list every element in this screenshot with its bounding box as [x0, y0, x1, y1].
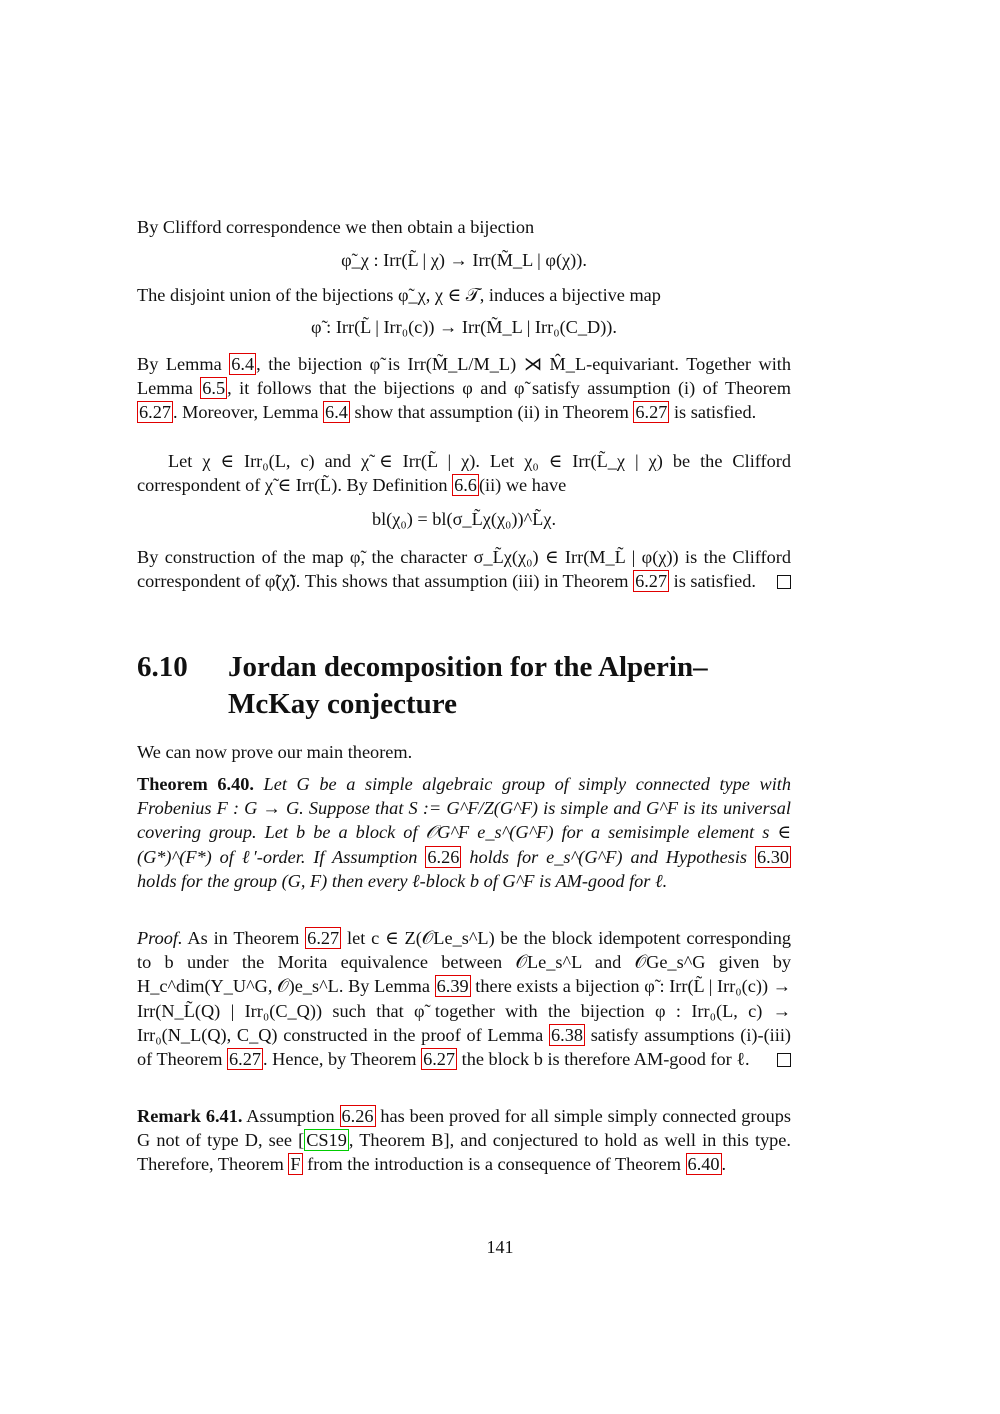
ref-lemma-6-39[interactable]: 6.39: [436, 976, 469, 997]
ref-theorem-6-27[interactable]: 6.27: [307, 928, 340, 948]
paragraph-lemma-equivariant: By Lemma 6.4 , the bijection φ̃ is Irr(M̃_L/M_L) ⋊ M̂_L-equivariant. Together with Lemma 6.5 , it follows that the bijections φ and φ̃ satisfy assumption (i) of Theorem 6.27 . Moreover, Lemma 6.4 show that assumption (ii) in Theorem 6.27 is satisfied.: [137, 354, 791, 423]
qed-box: [777, 1053, 791, 1067]
section-number: 6.10: [137, 651, 188, 683]
paragraph-construction: By construction of the map φ̃, the character σ_L̃χ(χ₀) ∈ Irr(M_L̃ | φ(χ)) is the Clifford correspondent of φ̃(χ̃). This shows that assumption (iii) in Theorem 6.27 is satisfied.: [137, 547, 791, 592]
paragraph-main-theorem-intro: We can now prove our main theorem.: [137, 742, 413, 762]
paragraph-clifford: By Clifford correspondence we then obtain a bijection: [137, 217, 535, 237]
ref-theorem-6-40[interactable]: 6.40: [687, 1154, 720, 1175]
ref-lemma-6-38[interactable]: 6.38: [550, 1024, 583, 1045]
remark-6-41: Remark 6.41. Assumption 6.26 has been proved for all simple simply connected groups G not of type D, see [ CS19 , Theorem B], and conjectured to hold as well in this type. Therefore, Theorem F from the introduction is a consequence of Theorem 6.40 .: [137, 1106, 791, 1175]
ref-theorem-6-27[interactable]: 6.27: [139, 402, 171, 423]
ref-theorem-6-27[interactable]: 6.27: [635, 571, 668, 592]
equation-bijection-chi: φ̃_χ : Irr(L̃ | χ) → Irr(M̃_L | φ(χ)).: [341, 250, 587, 270]
ref-lemma-6-4[interactable]: 6.4: [231, 354, 255, 374]
equation-bijective-map: φ̃ : Irr(L̃ | Irr₀(c)) → Irr(M̃_L | Irr₀(C_D)).: [311, 317, 617, 337]
ref-theorem-6-27[interactable]: 6.27: [635, 402, 668, 423]
ref-lemma-6-5[interactable]: 6.5: [202, 378, 226, 399]
remark-label: Remark 6.41.: [137, 1106, 243, 1126]
qed-box: [777, 575, 791, 589]
ref-definition-6-6[interactable]: 6.6: [454, 475, 477, 496]
theorem-6-40: Theorem 6.40. Let G be a simple algebraic group of simply connected type with Frobenius F : G → G. Suppose that S := G^F/Z(G^F) is simple and G^F is its universal covering group. Let b be a block of 𝒪G^F e_s^(G^F) for a semisimple element s ∈ (G*)^(F*) of ℓ′-order. If Assumption 6.26 holds for e_s^(G^F) and Hypothesis 6.30 holds for the group (G, F) then every ℓ-block b of G^F is AM-good for ℓ.: [137, 774, 792, 891]
proof-label: Proof.: [137, 928, 183, 948]
theorem-label: Theorem 6.40.: [137, 774, 254, 794]
ref-assumption-6-26[interactable]: 6.26: [427, 846, 460, 867]
proof-theorem-6-40: Proof. As in Theorem 6.27 let c ∈ Z(𝒪Le_s^L) be the block idempotent corresponding to b under the Morita equivalence between 𝒪Le_s^L and 𝒪Ge_s^G given by H_c^dim(Y_U^G, 𝒪)e_s^L. By Lemma 6.39 there exists a bijection φ̃ : Irr(L̃ | Irr₀(c)) → Irr(N_L̃(Q) | Irr₀(C_Q)) such that φ̃ together with the bijection φ : Irr₀(L, c) → Irr₀(N_L(Q), C_Q) constructed in the proof of Lemma 6.38 satisfy assumptions (i)-(iii) of Theorem 6.27 . Hence, by Theorem 6.27 the block b is therefore AM-good for ℓ.: [137, 928, 791, 1070]
ref-hypothesis-6-30[interactable]: 6.30: [757, 846, 789, 867]
ref-lemma-6-4[interactable]: 6.4: [325, 402, 348, 423]
paragraph-clifford-correspondent: Let χ ∈ Irr₀(L, c) and χ̃ ∈ Irr(L̃ | χ). Let χ₀ ∈ Irr(L̃_χ | χ) be the Clifford correspondent of χ̃ ∈ Irr(L̃). By Definition 6.6 (ii) we have: [137, 451, 791, 496]
section-title: Jordan decomposition for the Alperin–McKay conjecture: [228, 651, 708, 720]
ref-theorem-6-27[interactable]: 6.27: [229, 1049, 262, 1070]
ref-theorem-f[interactable]: F: [290, 1154, 301, 1175]
paragraph-disjoint-union: The disjoint union of the bijections φ̃_χ, χ ∈ 𝒯, induces a bijective map: [137, 285, 661, 305]
ref-assumption-6-26[interactable]: 6.26: [341, 1106, 374, 1126]
citation-cs19[interactable]: CS19: [306, 1130, 347, 1151]
page-number: 141: [486, 1237, 514, 1257]
equation-block: bl(χ₀) = bl(σ_L̃χ(χ₀))^L̃χ.: [371, 509, 557, 529]
ref-theorem-6-27[interactable]: 6.27: [423, 1049, 456, 1070]
